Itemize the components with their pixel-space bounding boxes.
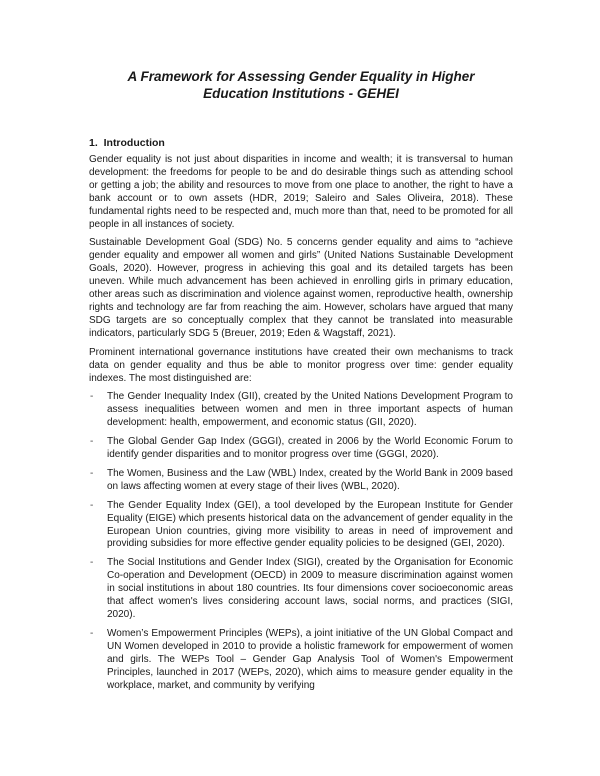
bullet-dash: - xyxy=(90,436,94,448)
list-item-text: The Gender Inequality Index (GII), created by the United Nations Development Program to assess inequalities between women and men in three important aspects of human development: health, empowerment, and economic status (GII, 2020). xyxy=(107,391,513,429)
list-item-gei xyxy=(89,500,513,552)
list-item-gii xyxy=(89,391,513,430)
list-item-wbl xyxy=(89,468,513,494)
paragraph-gender-equality: Gender equality is not just about disparities in income and wealth; it is transversal to human development: the freedoms for people to be and do desirable things such as attending school or getting a job; the ability and resources to move from one place to another, the right to have a bank account or to own assets (HDR, 2019; Saleiro and Sales Oliveira, 2018). These fundamental rights need to be respected and, much more than that, need to be promoted for all people in all instances of society. xyxy=(89,154,513,230)
paragraph-sdg5: Sustainable Development Goal (SDG) No. 5 concerns gender equality and aims to “achieve gender equality and empower all women and girls” (United Nations Sustainable Development Goals, 2020). However, progress in achieving this goal and its detailed targets has been uneven. While much advancement has been achieved in enrolling girls in primary education, other areas such as discrimination and violence against women, reproductive health, ownership rights and technology are far from reaching the aim. However, scholars have argued that many SDG targets are so conceptually complex that they cannot be translated into measurable indicators, particularly SDG 5 (Breuer, 2019; Eden & Wagstaff, 2021). xyxy=(89,237,513,339)
list-item-text: The Global Gender Gap Index (GGGI), created in 2006 by the World Economic Forum to identify gender disparities and to monitor progress over time (GGGI, 2020). xyxy=(107,436,513,461)
section-number: 1. xyxy=(89,137,98,149)
list-item-gggi xyxy=(89,436,513,462)
list-item-weps xyxy=(89,628,513,693)
list-item-text: The Social Institutions and Gender Index (SIGI), created by the Organisation for Economic Co-operation and Development (OECD) in 2009 to measure discrimination against women in social institutions in about 180 countries. Its four dimensions cover socioeconomic areas that affect women's lives considering account laws, social norms, and practices (SIGI, 2020). xyxy=(107,557,513,620)
document-title xyxy=(89,68,513,102)
document-title-line-2: Education Institutions - GEHEI xyxy=(203,86,399,101)
bullet-dash: - xyxy=(90,391,94,403)
section-title: Introduction xyxy=(103,137,165,149)
list-item-text: The Gender Equality Index (GEI), a tool developed by the European Institute for Gender Equality (EIGE) which presents historical data on the advancement of gender equality in the European Union countries, giving more visibility to areas in need of improvement and providing subsidies for more effective gender equality policies to be designed (GEI, 2020). xyxy=(107,499,513,550)
document-title-line-1: A Framework for Assessing Gender Equality in Higher xyxy=(127,69,475,84)
list-item-sigi xyxy=(89,557,513,622)
bullet-dash: - xyxy=(90,557,94,569)
bullet-dash: - xyxy=(90,467,94,479)
list-item-text: The Women, Business and the Law (WBL) Index, created by the World Bank in 2009 based on laws affecting women at every stage of their lives (WBL, 2020). xyxy=(107,467,513,492)
paragraph-indexes-intro: Prominent international governance institutions have created their own mechanisms to track data on gender equality and thus be able to monitor progress over time: gender equality indexes. The most distinguished are: xyxy=(89,346,513,384)
list-item-text: Women’s Empowerment Principles (WEPs), a joint initiative of the UN Global Compact and UN Women developed in 2010 to provide a holistic framework for empowerment of women and girls. The WEPs Tool – Gender Gap Analysis Tool of Women's Empowerment Principles, launched in 2017 (WEPs, 2020), which aims to measure gender equality in the workplace, market, and community by verifying xyxy=(107,627,513,691)
section-heading xyxy=(89,137,513,149)
index-list xyxy=(89,391,513,692)
bullet-dash: - xyxy=(90,627,94,639)
document-page xyxy=(89,68,513,698)
bullet-dash: - xyxy=(90,499,94,511)
